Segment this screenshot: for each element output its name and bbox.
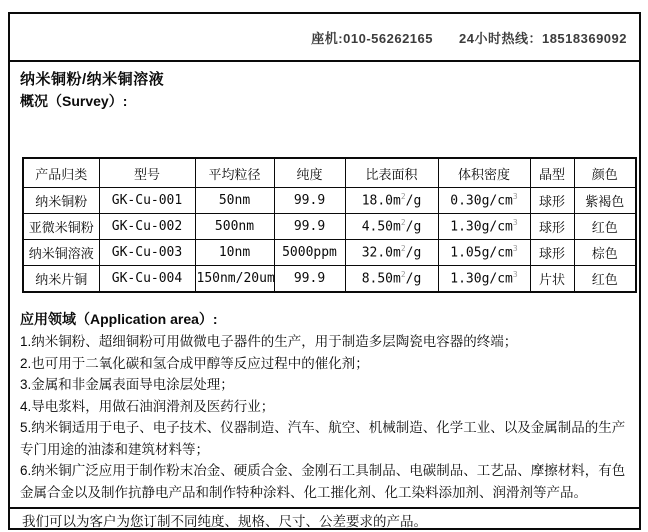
superscript: 2 [400, 218, 406, 228]
column-header-purity: 纯度 [274, 158, 345, 188]
superscript: 2 [400, 270, 406, 280]
column-header-surface-area: 比表面积 [345, 158, 438, 188]
cell-model: GK-Cu-001 [99, 188, 195, 214]
cell-category: 纳米铜溶液 [23, 240, 99, 266]
table-row [23, 188, 636, 214]
cell-model: GK-Cu-004 [99, 266, 195, 293]
application-list [20, 331, 629, 503]
cell-crystal-form: 片状 [530, 266, 574, 293]
table-header-row [23, 158, 636, 188]
cell-surface-area: $32.0m^2/g$ [345, 240, 438, 266]
cell-purity: 5000ppm [274, 240, 345, 266]
column-header-color: 颜色 [574, 158, 636, 188]
cell-color: 红色 [574, 214, 636, 240]
content-area [10, 68, 639, 532]
superscript: 3 [512, 218, 518, 228]
superscript: 3 [512, 192, 518, 202]
hotline-number: 24小时热线：18518369092 [459, 30, 627, 46]
cell-density: $0.30g/cm^3$ [438, 188, 530, 214]
cell-purity: 99.9 [274, 188, 345, 214]
cell-particle-size: 10nm [195, 240, 274, 266]
page-frame [8, 12, 641, 530]
cell-density: $1.30g/cm^3$ [438, 266, 530, 293]
cell-crystal-form: 球形 [530, 214, 574, 240]
cell-surface-area: $8.50m^2/g$ [345, 266, 438, 293]
application-item: 1.纳米铜粉、超细铜粉可用做微电子器件的生产，用于制造多层陶瓷电容器的终端； [20, 334, 518, 349]
application-item: 6.纳米铜广泛应用于制作粉末冶金、硬质合金、金刚石工具制品、电碳制品、工艺品、摩擦材料，有色金属合金以及制作抗静电产品和制作特种涂料、化工摧化剂、化工染料添加剂、润滑剂等产品。 [20, 463, 626, 500]
page-title: 纳米铜粉/纳米铜溶液 [20, 71, 165, 88]
superscript: 3 [512, 244, 518, 254]
cell-color: 棕色 [574, 240, 636, 266]
product-spec-table [22, 157, 637, 293]
application-item: 5.纳米铜适用于电子、电子技术、仪器制造、汽车、航空、机械制造、化学工业、以及金属制品的生产专门用途的油漆和建筑材料等； [20, 420, 626, 457]
application-heading: 应用领域（Application area）: [20, 311, 218, 327]
contact-bar [10, 14, 639, 62]
cell-purity: 99.9 [274, 214, 345, 240]
cell-crystal-form: 球形 [530, 188, 574, 214]
cell-category: 纳米片铜 [23, 266, 99, 293]
column-header-category: 产品归类 [23, 158, 99, 188]
column-header-size: 平均粒径 [195, 158, 274, 188]
cell-density: $1.05g/cm^3$ [438, 240, 530, 266]
cell-particle-size: 50nm [195, 188, 274, 214]
cell-model: GK-Cu-002 [99, 214, 195, 240]
application-item: 2.也可用于二氧化碳和氢合成甲醇等反应过程中的催化剂； [20, 355, 369, 371]
superscript: 2 [400, 244, 406, 254]
table-row [23, 240, 636, 266]
column-header-model: 型号 [99, 158, 195, 188]
column-header-density: 体积密度 [438, 158, 530, 188]
cell-crystal-form: 球形 [530, 240, 574, 266]
survey-heading: 概况（Survey）: [20, 93, 128, 109]
cell-model: GK-Cu-003 [99, 240, 195, 266]
custom-order-note: 我们可以为客户为您订制不同纯度、规格、尺寸、公差要求的产品。 [22, 514, 427, 529]
cell-particle-size: 150nm/20um [195, 266, 274, 293]
cell-category: 亚微米铜粉 [23, 214, 99, 240]
landline-number: 座机:010-56262165 [311, 30, 433, 46]
cell-category: 纳米铜粉 [23, 188, 99, 214]
cell-purity: 99.9 [274, 266, 345, 293]
application-item: 3.金属和非金属表面导电涂层处理； [20, 377, 234, 392]
superscript: 3 [512, 270, 518, 280]
table-row [23, 266, 636, 293]
cell-color: 红色 [574, 266, 636, 293]
cell-surface-area: $18.0m^2/g$ [345, 188, 438, 214]
column-header-crystal: 晶型 [530, 158, 574, 188]
cell-color: 紫褐色 [574, 188, 636, 214]
cell-surface-area: $4.50m^2/g$ [345, 214, 438, 240]
cell-particle-size: 500nm [195, 214, 274, 240]
cell-density: $1.30g/cm^3$ [438, 214, 530, 240]
table-row [23, 214, 636, 240]
superscript: 2 [400, 192, 406, 202]
application-item: 4.导电浆料，用做石油润滑剂及医药行业； [20, 398, 275, 414]
